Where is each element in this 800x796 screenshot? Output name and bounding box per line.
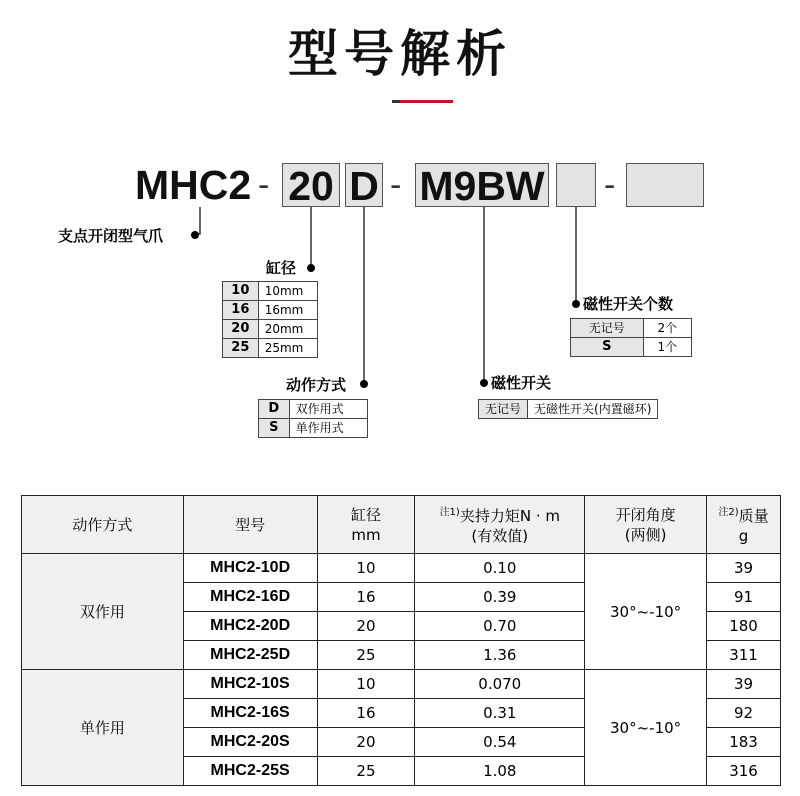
bore-code: 25 [223, 339, 259, 358]
force-cell: 0.54 [415, 728, 585, 757]
bore-cell: 10 [317, 670, 415, 699]
mass-cell: 39 [707, 554, 781, 583]
page-title: 型号解析 [288, 25, 512, 83]
bore-option-table [222, 281, 318, 358]
code-dash-1: - [258, 166, 270, 204]
bore-cell: 16 [317, 583, 415, 612]
action-label: 动作方式 [286, 376, 347, 394]
force-cell: 0.070 [415, 670, 585, 699]
bore-code: 20 [223, 320, 259, 339]
code-prefix: MHC2 [135, 162, 252, 208]
switch-qty-code: S [571, 338, 644, 357]
angle-cell: 30°~-10° [585, 554, 707, 670]
bore-cell: 25 [317, 757, 415, 786]
switch-option-row [479, 400, 658, 419]
table-row [22, 670, 781, 699]
bore-cell: 20 [317, 612, 415, 641]
mass-cell: 316 [707, 757, 781, 786]
bore-option-row [223, 320, 318, 339]
switch-dot [480, 379, 488, 387]
model-cell: MHC2-10S [183, 670, 317, 699]
force-cell: 1.08 [415, 757, 585, 786]
bore-value: 16mm [258, 301, 317, 320]
bore-cell: 10 [317, 554, 415, 583]
force-cell: 1.36 [415, 641, 585, 670]
mass-cell: 39 [707, 670, 781, 699]
header-bore: 缸径 mm [317, 496, 415, 554]
action-code: D [259, 400, 290, 419]
switch-qty-value: 1个 [643, 338, 691, 357]
code-bore-box: 20 [282, 163, 340, 207]
force-cell: 0.39 [415, 583, 585, 612]
action-value: 单作用式 [289, 419, 367, 438]
bore-cell: 25 [317, 641, 415, 670]
switch-qty-code: 无记号 [571, 319, 644, 338]
switch-qty-option-row [571, 319, 692, 338]
header-mass: $^{注2)}$质量 g [707, 496, 781, 554]
switch-qty-value: 2个 [643, 319, 691, 338]
model-cell: MHC2-16D [183, 583, 317, 612]
code-dash-2: - [390, 166, 402, 204]
model-cell: MHC2-16S [183, 699, 317, 728]
header-action: 动作方式 [22, 496, 184, 554]
bore-value: 20mm [258, 320, 317, 339]
mass-cell: 91 [707, 583, 781, 612]
bore-option-row [223, 339, 318, 358]
prefix-dot [191, 231, 199, 239]
switch-label: 磁性开关 [491, 374, 552, 392]
spec-table [21, 495, 781, 786]
header-angle: 开闭角度 (两侧) [585, 496, 707, 554]
table-row [22, 554, 781, 583]
force-cell: 0.31 [415, 699, 585, 728]
switch-option-table [478, 399, 658, 419]
bore-label: 缸径 [266, 259, 297, 277]
model-cell: MHC2-10D [183, 554, 317, 583]
switch-qty-option-table [570, 318, 692, 357]
bore-option-row [223, 301, 318, 320]
bore-cell: 16 [317, 699, 415, 728]
bore-dot [307, 264, 315, 272]
action-option-row [259, 419, 368, 438]
force-cell: 0.70 [415, 612, 585, 641]
bore-option-row [223, 282, 318, 301]
action-code: S [259, 419, 290, 438]
switch-code: 无记号 [479, 400, 528, 419]
header-model: 型号 [183, 496, 317, 554]
code-dash-3: - [604, 166, 616, 204]
mass-cell: 311 [707, 641, 781, 670]
mass-cell: 183 [707, 728, 781, 757]
angle-cell: 30°~-10° [585, 670, 707, 786]
model-cell: MHC2-20S [183, 728, 317, 757]
action-dot [360, 380, 368, 388]
bore-code: 10 [223, 282, 259, 301]
code-switch-box: M9BW [415, 163, 549, 207]
bore-value: 10mm [258, 282, 317, 301]
action-option-table [258, 399, 368, 438]
force-cell: 0.10 [415, 554, 585, 583]
bore-cell: 20 [317, 728, 415, 757]
mass-cell: 180 [707, 612, 781, 641]
switch-qty-dot [572, 300, 580, 308]
mass-cell: 92 [707, 699, 781, 728]
model-cell: MHC2-20D [183, 612, 317, 641]
model-cell: MHC2-25D [183, 641, 317, 670]
switch-qty-option-row [571, 338, 692, 357]
code-action-box: D [345, 163, 383, 207]
action-option-row [259, 400, 368, 419]
bore-code: 16 [223, 301, 259, 320]
group-action: 单作用 [22, 670, 184, 786]
switch-value: 无磁性开关(内置磁环) [528, 400, 658, 419]
prefix-label: 支点开闭型气爪 [58, 227, 164, 245]
bore-value: 25mm [258, 339, 317, 358]
group-action: 双作用 [22, 554, 184, 670]
model-cell: MHC2-25S [183, 757, 317, 786]
header-force: $^{注1)}$夹持力矩N · m (有效值) [415, 496, 585, 554]
action-value: 双作用式 [289, 400, 367, 419]
spec-header-row [22, 496, 781, 554]
switch-qty-label: 磁性开关个数 [583, 295, 674, 313]
